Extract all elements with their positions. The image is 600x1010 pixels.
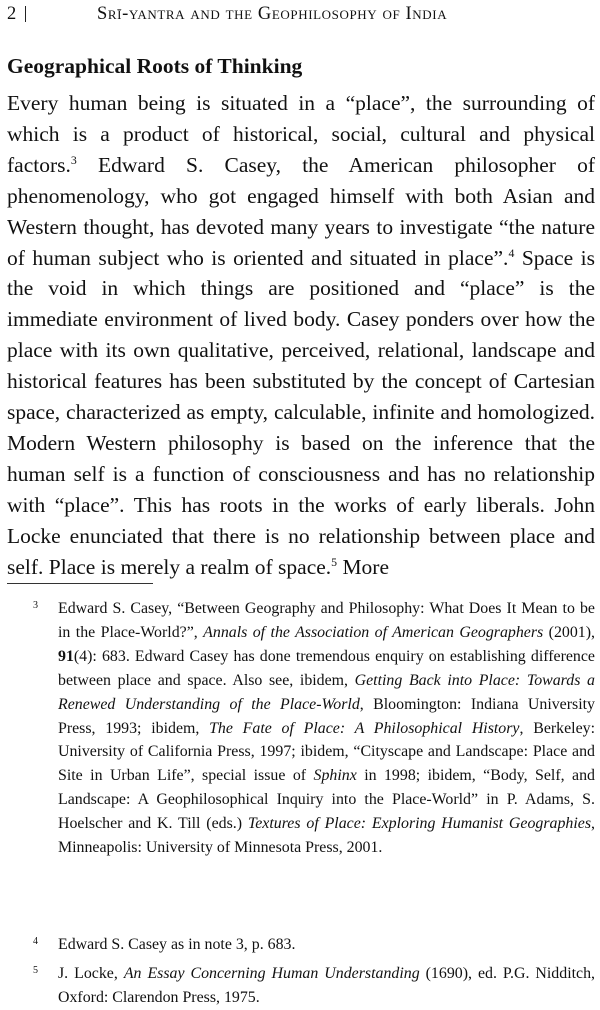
footnote-italic-title: The Fate of Place: A Philosophical History xyxy=(209,719,520,737)
footnote-text: , Bloomington: Indiana University Press, 1993; ibidem, xyxy=(58,695,595,737)
footnote-text: Edward S. Casey as in note 3, p. 683. xyxy=(58,936,296,953)
section-heading: Geographical Roots of Thinking xyxy=(7,54,303,78)
footnote-4 xyxy=(33,933,595,957)
footnote-number: 5 xyxy=(33,965,38,976)
footnote-text: Edward S. Casey, “Between Geography and Philosophy: What Does It Mean to be in the Place-World?”, xyxy=(58,600,595,641)
footnote-italic-title: An Essay Concerning Human Understanding xyxy=(123,965,420,982)
footnote-number: 3 xyxy=(33,600,38,611)
footnote-number: 4 xyxy=(33,936,38,947)
page-number: 2 xyxy=(7,4,17,24)
footnote-italic-title: Getting Back into Place: Towards a Renewed Understanding of the Place-World xyxy=(58,671,595,713)
running-title: Srī-yantra and the Geophilosophy of India xyxy=(97,4,448,24)
body-sentence-4: More xyxy=(337,554,390,579)
footnote-text: (1690), ed. P.G. Nidditch, Oxford: Clarendon Press, 1975. xyxy=(58,965,595,1006)
body-sentence-2: Edward S. Casey, the American philosopher of phenomenology, who got engaged himself with both Asian and Western thought, has devoted many years to investigate “the nature of human subject who is oriented and situated in place”. xyxy=(7,152,595,270)
running-header xyxy=(7,0,595,28)
header-divider xyxy=(25,6,26,22)
footnote-text: J. Locke, xyxy=(58,965,124,982)
body-sentence-1: Every human being is situated in a “place”, the surrounding of which is a product of historical, social, cultural and physical factors. xyxy=(7,91,595,177)
footnote-3 xyxy=(33,597,595,860)
footnote-ref-4[interactable]: 4 xyxy=(508,245,515,260)
footnote-5 xyxy=(33,962,595,1010)
footnote-text: (2001), xyxy=(543,623,595,641)
footnote-text: in 1998; ibidem, “Body, Self, and Landscape: A Geophilosophical Inquiry into the Place-World” in P. Adams, S. Hoelscher and K. Till (eds.) xyxy=(58,767,595,833)
footnote-text: , Minneapolis: University of Minnesota Press, 2001. xyxy=(58,815,595,857)
footnote-italic-title: Textures of Place: Exploring Humanist Geographies xyxy=(247,815,592,833)
footnote-italic-title: Annals of the Association of American Geographers xyxy=(203,623,544,641)
footnote-text: , Berkeley: University of California Press, 1997; ibidem, “Cityscape and Landscape: Place and Site in Urban Life”, special issue of xyxy=(58,719,595,785)
body-paragraph xyxy=(7,88,595,583)
footnote-volume: 91 xyxy=(58,647,74,665)
body-sentence-3: Space is the void in which things are positioned and “place” is the immediate environment of lived body. Casey ponders over how the place with its own qualitative, perceived, relational, landscape and historical features has been substituted by the concept of Cartesian space, characterized as empty, calculable, infinite and homologized. Modern Western philosophy is based on the inference that the human self is a function of consciousness and has no relationship with “place”. This has roots in the works of early liberals. John Locke enunciated that there is no relationship between place and self. Place is merely a realm of space. xyxy=(7,245,595,579)
body-text xyxy=(7,88,595,583)
footnote-italic-title: Sphinx xyxy=(313,767,357,785)
footnote-ref-5[interactable]: 5 xyxy=(331,554,338,569)
footnote-separator xyxy=(7,583,153,584)
footnote-ref-3[interactable]: 3 xyxy=(70,152,77,167)
footnote-text: (4): 683. Edward Casey has done tremendous enquiry on establishing difference between place and space. Also see, ibidem, xyxy=(58,647,595,689)
